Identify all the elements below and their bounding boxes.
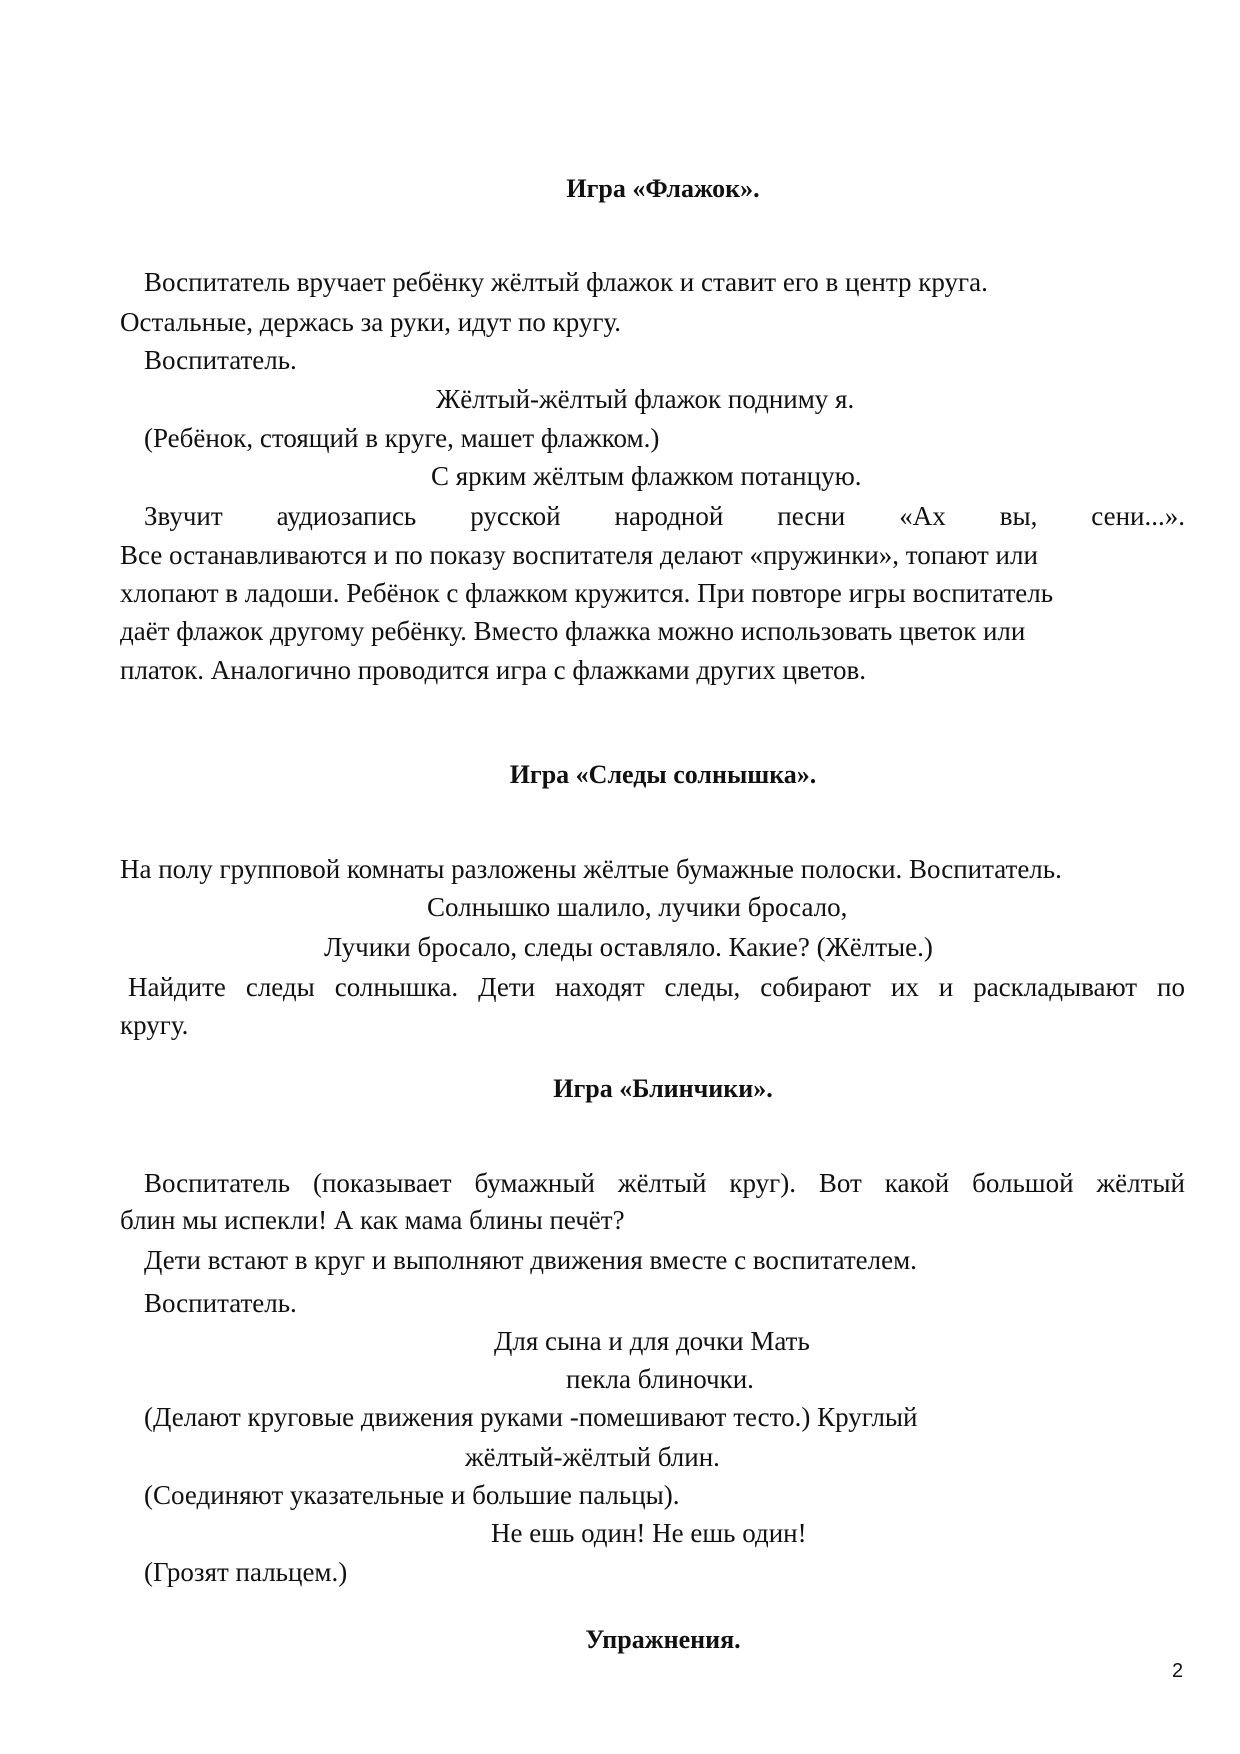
paragraph-line: (Грозят пальцем.) xyxy=(144,1557,348,1587)
paragraph-line: Воспитатель (показывает бумажный жёлтый круг). Вот какой большой жёлтый xyxy=(144,1168,1185,1198)
heading-flag-game: Игра «Флажок». xyxy=(566,174,760,203)
paragraph-line: Все останавливаются и по показу воспитателя делают «пружинки», топают или xyxy=(120,540,1038,570)
verse-line: Лучики бросало, следы оставляло. Какие? (Жёлтые.) xyxy=(324,932,933,962)
paragraph-line: Найдите следы солнышка. Дети находят следы, собирают их и раскладывают по xyxy=(128,972,1185,1002)
verse-line: Не ешь один! Не ешь один! xyxy=(491,1518,807,1548)
paragraph-line: Дети встают в круг и выполняют движения вместе с воспитателем. xyxy=(144,1245,917,1275)
paragraph-line: Воспитатель вручает ребёнку жёлтый флажок и ставит его в центр круга. xyxy=(144,267,988,297)
verse-line: С ярким жёлтым флажком потанцую. xyxy=(431,461,862,491)
paragraph-line: хлопают в ладоши. Ребёнок с флажком кружится. При повторе игры воспитатель xyxy=(120,578,1054,608)
verse-line: Солнышко шалило, лучики бросало, xyxy=(427,892,848,922)
paragraph-line: (Делают круговые движения руками -помешивают тесто.) Круглый xyxy=(144,1402,918,1432)
heading-pancakes-game: Игра «Блинчики». xyxy=(553,1074,773,1103)
verse-line: жёлтый-жёлтый блин. xyxy=(465,1442,720,1472)
paragraph-line: Воспитатель. xyxy=(144,345,297,375)
paragraph-line: блин мы испекли! А как мама блины печёт? xyxy=(120,1205,625,1235)
paragraph-line: На полу групповой комнаты разложены жёлтые бумажные полоски. Воспитатель. xyxy=(120,854,1062,884)
paragraph-line: Остальные, держась за руки, идут по кругу. xyxy=(120,307,622,337)
paragraph-line: кругу. xyxy=(120,1010,189,1040)
verse-line: Для сына и для дочки Мать xyxy=(494,1326,810,1356)
paragraph-line: платок. Аналогично проводится игра с флажками других цветов. xyxy=(120,655,866,685)
heading-exercises: Упражнения. xyxy=(585,1625,741,1654)
paragraph-line: (Ребёнок, стоящий в круге, машет флажком.) xyxy=(144,423,660,453)
paragraph-line: даёт флажок другому ребёнку. Вместо флажка можно использовать цветок или xyxy=(120,616,1026,646)
paragraph-line: Звучит аудиозапись русской народной песни «Ах вы, сени...». xyxy=(144,501,1185,531)
verse-line: Жёлтый-жёлтый флажок подниму я. xyxy=(436,384,855,414)
heading-sun-tracks-game: Игра «Следы солнышка». xyxy=(509,760,817,789)
paragraph-line: (Соединяют указательные и большие пальцы). xyxy=(144,1480,680,1510)
paragraph-line: Воспитатель. xyxy=(144,1288,297,1318)
page-number: 2 xyxy=(1172,1660,1184,1682)
verse-line: пекла блиночки. xyxy=(566,1364,754,1394)
